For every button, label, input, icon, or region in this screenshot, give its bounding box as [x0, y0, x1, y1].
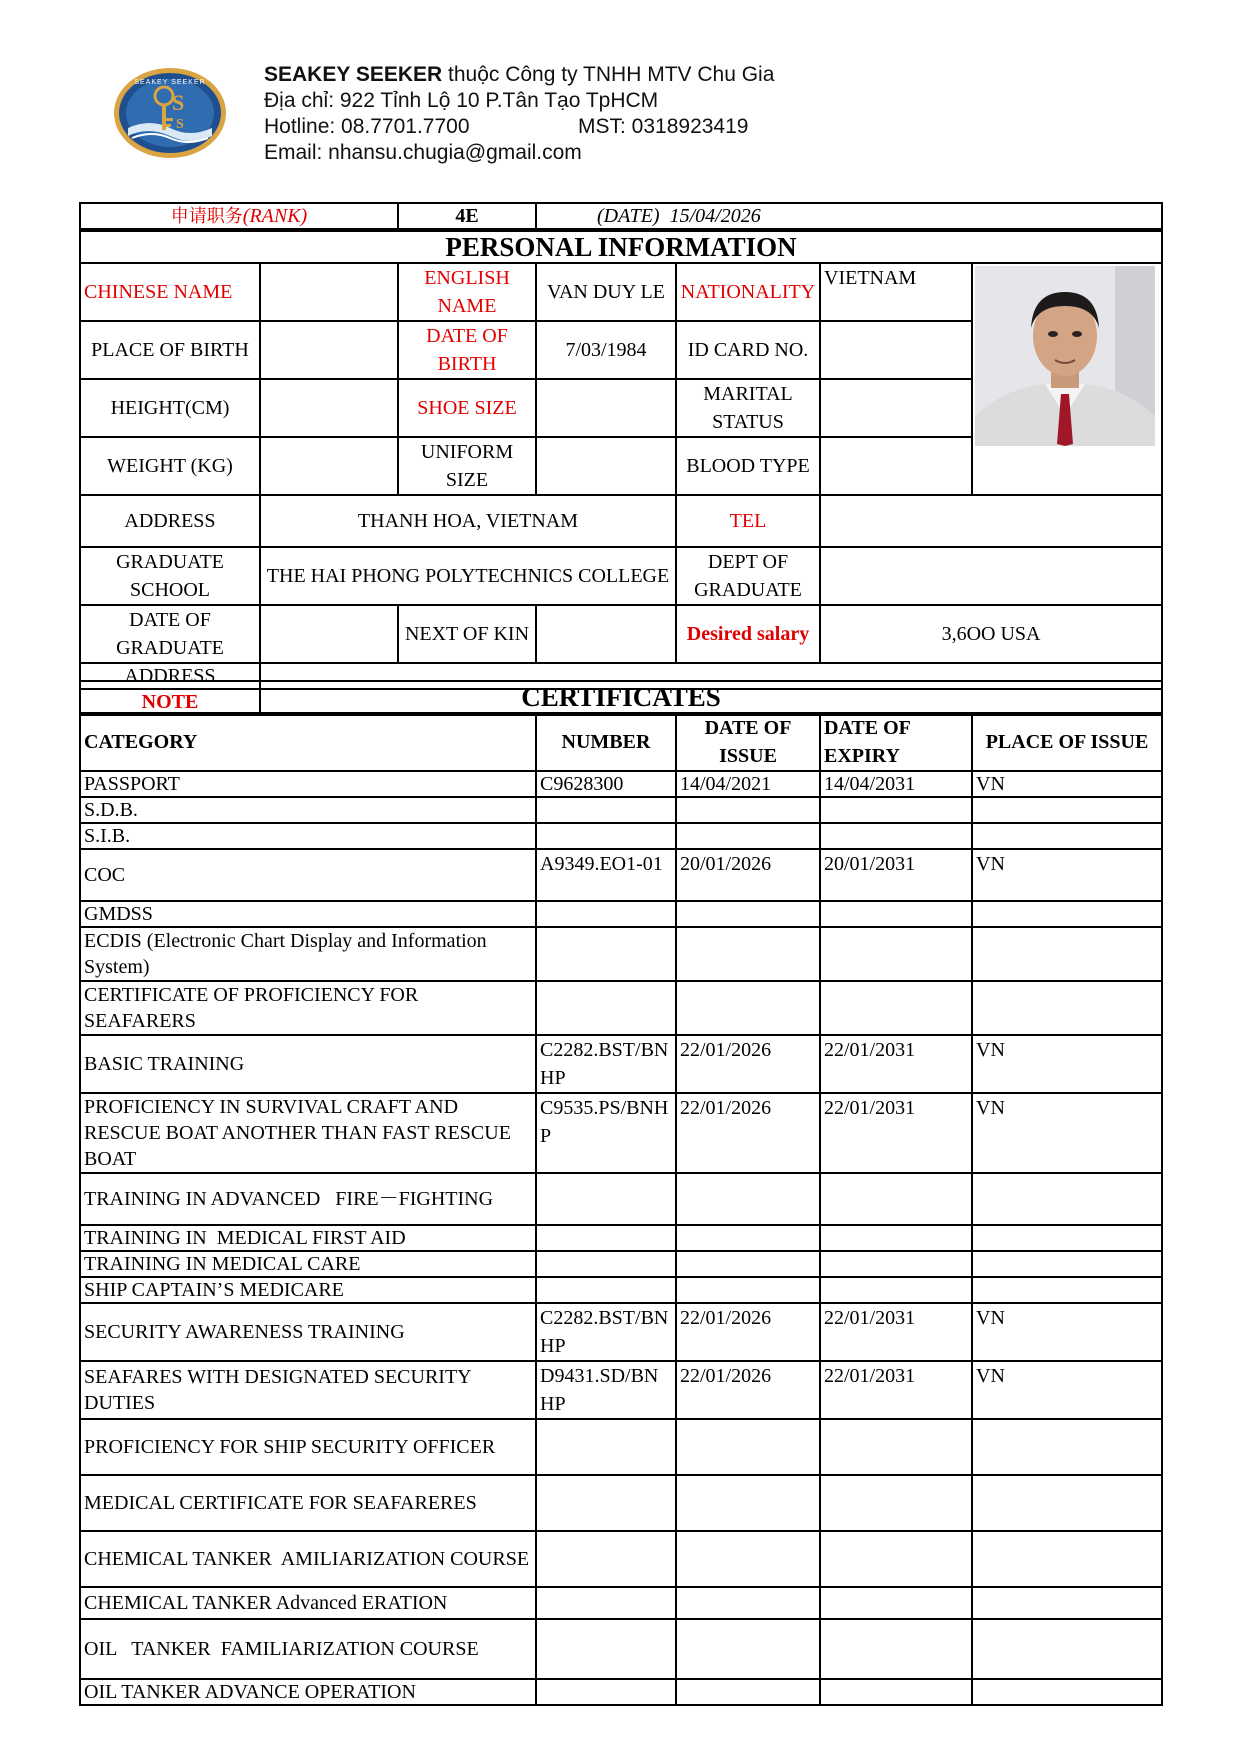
- cert-category: CHEMICAL TANKER Advanced ERATION: [80, 1587, 536, 1619]
- place-of-birth-label: PLACE OF BIRTH: [80, 321, 260, 379]
- company-name-suffix: thuộc Công ty TNHH MTV Chu Gia: [442, 63, 775, 86]
- cert-expiry-date: [820, 1419, 972, 1475]
- cert-place: [972, 981, 1162, 1035]
- cert-category: S.I.B.: [80, 823, 536, 849]
- address-value: THANH HOA, VIETNAM: [260, 495, 676, 547]
- cert-expiry-date: [820, 927, 972, 981]
- cert-place: [972, 1225, 1162, 1251]
- marital-status-label: MARITAL STATUS: [676, 379, 820, 437]
- cert-place: VN: [972, 1093, 1162, 1173]
- cert-number: [536, 1475, 676, 1531]
- rank-label-cn: 申请职务: [170, 205, 243, 227]
- cert-issue-date: 22/01/2026: [676, 1093, 820, 1173]
- cert-number: C9628300: [536, 771, 676, 797]
- cert-expiry-date: 22/01/2031: [820, 1303, 972, 1361]
- cert-issue-date: [676, 1419, 820, 1475]
- cert-issue-date: 22/01/2026: [676, 1361, 820, 1419]
- cert-number: [536, 1419, 676, 1475]
- cert-issue-date: [676, 1619, 820, 1679]
- cert-number: C2282.BST/BNHP: [536, 1035, 676, 1093]
- cert-category: MEDICAL CERTIFICATE FOR SEAFARERES: [80, 1475, 536, 1531]
- rank-label: [80, 203, 398, 229]
- chinese-name-value: [260, 263, 398, 321]
- date-field: [536, 203, 1162, 229]
- cert-number: [536, 1619, 676, 1679]
- cert-category: TRAINING IN MEDICAL CARE: [80, 1251, 536, 1277]
- cert-place: [972, 1531, 1162, 1587]
- uniform-size-value: [536, 437, 676, 495]
- cert-category: OIL TANKER ADVANCE OPERATION: [80, 1679, 536, 1705]
- cert-category: SEAFARES WITH DESIGNATED SECURITY DUTIES: [80, 1361, 536, 1419]
- cert-issue-date: [676, 1531, 820, 1587]
- shoe-size-value: [536, 379, 676, 437]
- next-of-kin-label: NEXT OF KIN: [398, 605, 536, 663]
- cert-category: SECURITY AWARENESS TRAINING: [80, 1303, 536, 1361]
- cert-row: [80, 849, 1162, 901]
- cert-issue-date: 20/01/2026: [676, 849, 820, 901]
- graduate-school-label: GRADUATE SCHOOL: [80, 547, 260, 605]
- svg-text:S: S: [172, 90, 185, 115]
- dept-of-graduate-value: [820, 547, 1162, 605]
- nationality-label: NATIONALITY: [676, 263, 820, 321]
- address-label: ADDRESS: [80, 495, 260, 547]
- shoe-size-label: SHOE SIZE: [398, 379, 536, 437]
- place-of-birth-value: [260, 321, 398, 379]
- cert-number: [536, 981, 676, 1035]
- cert-category: ECDIS (Electronic Chart Display and Information System): [80, 927, 536, 981]
- cert-place: [972, 1251, 1162, 1277]
- company-hotline: Hotline: 08.7701.7700: [264, 115, 470, 138]
- cert-expiry-date: [820, 823, 972, 849]
- rank-label-en: (RANK): [242, 204, 308, 227]
- cert-issue-date: 22/01/2026: [676, 1035, 820, 1093]
- cert-issue-date: [676, 1225, 820, 1251]
- blood-type-label: BLOOD TYPE: [676, 437, 820, 495]
- cert-row: [80, 1277, 1162, 1303]
- cert-expiry-date: [820, 1531, 972, 1587]
- cert-expiry-date: [820, 1587, 972, 1619]
- cert-category: CHEMICAL TANKER AMILIARIZATION COURSE: [80, 1531, 536, 1587]
- date-of-birth-value: 7/03/1984: [536, 321, 676, 379]
- cert-category: PROFICIENCY FOR SHIP SECURITY OFFICER: [80, 1419, 536, 1475]
- applicant-photo: [975, 266, 1155, 446]
- cert-row: [80, 1173, 1162, 1225]
- cert-number: C2282.BST/BNHP: [536, 1303, 676, 1361]
- height-label: HEIGHT(CM): [80, 379, 260, 437]
- cert-category: CERTIFICATE OF PROFICIENCY FOR SEAFARERS: [80, 981, 536, 1035]
- cert-expiry-date: [820, 1251, 972, 1277]
- cert-place: [972, 1679, 1162, 1705]
- logo-text: SEAKEY SEEKER: [134, 79, 206, 86]
- cert-place: [972, 797, 1162, 823]
- date-of-graduate-label: DATE OF GRADUATE: [80, 605, 260, 663]
- photo-cell: [972, 263, 1162, 495]
- date-value: 15/04/2026: [669, 205, 761, 227]
- uniform-size-label: UNIFORM SIZE: [398, 437, 536, 495]
- english-name-label: ENGLISH NAME: [398, 263, 536, 321]
- cert-category: OIL TANKER FAMILIARIZATION COURSE: [80, 1619, 536, 1679]
- cert-category: TRAINING IN MEDICAL FIRST AID: [80, 1225, 536, 1251]
- cert-expiry-date: 20/01/2031: [820, 849, 972, 901]
- graduate-school-value: THE HAI PHONG POLYTECHNICS COLLEGE: [260, 547, 676, 605]
- marital-status-value: [820, 379, 972, 437]
- cert-row: [80, 1035, 1162, 1093]
- cert-category: TRAINING IN ADVANCED FIRE－FIGHTING: [80, 1173, 536, 1225]
- weight-value: [260, 437, 398, 495]
- cert-row: [80, 1531, 1162, 1587]
- cert-place: [972, 823, 1162, 849]
- cert-category: S.D.B.: [80, 797, 536, 823]
- cert-row: [80, 771, 1162, 797]
- height-value: [260, 379, 398, 437]
- date-of-birth-label: DATE OF BIRTH: [398, 321, 536, 379]
- cert-row: [80, 823, 1162, 849]
- chinese-name-label: CHINESE NAME: [80, 263, 260, 321]
- next-of-kin-value: [536, 605, 676, 663]
- rank-value: 4E: [398, 203, 536, 229]
- address2-label: ADDRESS: [80, 663, 260, 689]
- cert-place: [972, 901, 1162, 927]
- company-name: SEAKEY SEEKER: [264, 63, 443, 86]
- cert-issue-date: [676, 981, 820, 1035]
- cert-category: GMDSS: [80, 901, 536, 927]
- cert-expiry-date: [820, 901, 972, 927]
- cert-row: [80, 1679, 1162, 1705]
- cert-place: [972, 1587, 1162, 1619]
- cert-issue-date: 22/01/2026: [676, 1303, 820, 1361]
- cert-place: [972, 1277, 1162, 1303]
- cert-place: [972, 1419, 1162, 1475]
- cert-issue-date: [676, 797, 820, 823]
- cert-number: [536, 1531, 676, 1587]
- cert-number: A9349.EO1-01: [536, 849, 676, 901]
- cert-row: [80, 1093, 1162, 1173]
- company-mst: MST: 0318923419: [578, 115, 749, 138]
- cert-row: [80, 1475, 1162, 1531]
- weight-label: WEIGHT (KG): [80, 437, 260, 495]
- cert-issue-date: [676, 901, 820, 927]
- personal-info-table: [79, 230, 1163, 716]
- cert-number: [536, 1277, 676, 1303]
- cert-issue-date: [676, 823, 820, 849]
- dept-of-graduate-label: DEPT OF GRADUATE: [676, 547, 820, 605]
- certificates-table: [79, 680, 1163, 1706]
- cert-issue-date: [676, 927, 820, 981]
- company-logo: [112, 66, 228, 160]
- tel-value: [820, 495, 1162, 547]
- cert-expiry-date: [820, 1173, 972, 1225]
- desired-salary-value: 3,6OO USA: [820, 605, 1162, 663]
- company-header: [112, 60, 1112, 180]
- cert-number: [536, 1679, 676, 1705]
- cert-expiry-date: 22/01/2031: [820, 1035, 972, 1093]
- cert-row: [80, 1587, 1162, 1619]
- blood-type-value: [820, 437, 972, 495]
- cert-place: [972, 1475, 1162, 1531]
- cert-category: SHIP CAPTAIN’S MEDICARE: [80, 1277, 536, 1303]
- cert-place: VN: [972, 1303, 1162, 1361]
- cert-place: VN: [972, 771, 1162, 797]
- cert-place: [972, 1173, 1162, 1225]
- cert-number: [536, 797, 676, 823]
- cert-row: [80, 1251, 1162, 1277]
- tel-label: TEL: [676, 495, 820, 547]
- cert-place: [972, 927, 1162, 981]
- cert-issue-date: [676, 1173, 820, 1225]
- cert-row: [80, 1619, 1162, 1679]
- cert-expiry-date: [820, 981, 972, 1035]
- company-info: [264, 62, 774, 166]
- company-email: Email: nhansu.chugia@gmail.com: [264, 141, 582, 164]
- cert-number: [536, 1251, 676, 1277]
- cert-number: [536, 1587, 676, 1619]
- cert-row: [80, 1303, 1162, 1361]
- cert-expiry-date: [820, 1619, 972, 1679]
- cert-issue-date: [676, 1251, 820, 1277]
- cert-expiry-date: 22/01/2031: [820, 1361, 972, 1419]
- cert-row: [80, 901, 1162, 927]
- cert-issue-date: [676, 1679, 820, 1705]
- cert-row: [80, 797, 1162, 823]
- cert-number: [536, 823, 676, 849]
- cert-expiry-date: [820, 1225, 972, 1251]
- cert-category: PROFICIENCY IN SURVIVAL CRAFT AND RESCUE BOAT ANOTHER THAN FAST RESCUE BOAT: [80, 1093, 536, 1173]
- desired-salary-label: Desired salary: [676, 605, 820, 663]
- cert-row: [80, 1225, 1162, 1251]
- cert-number: [536, 1225, 676, 1251]
- cert-place: VN: [972, 1361, 1162, 1419]
- cert-place: [972, 1619, 1162, 1679]
- cert-issue-date: [676, 1475, 820, 1531]
- cert-number: D9431.SD/BNHP: [536, 1361, 676, 1419]
- header-number: NUMBER: [536, 713, 676, 771]
- cert-issue-date: [676, 1277, 820, 1303]
- certificates-title: CERTIFICATES: [80, 681, 1162, 713]
- cert-expiry-date: 14/04/2031: [820, 771, 972, 797]
- cert-issue-date: 14/04/2021: [676, 771, 820, 797]
- cert-number: [536, 901, 676, 927]
- english-name-value: VAN DUY LE: [536, 263, 676, 321]
- cert-row: [80, 927, 1162, 981]
- nationality-value: VIETNAM: [820, 263, 972, 321]
- cert-expiry-date: [820, 797, 972, 823]
- cert-expiry-date: [820, 1277, 972, 1303]
- personal-info-title: PERSONAL INFORMATION: [80, 231, 1162, 263]
- cert-issue-date: [676, 1587, 820, 1619]
- rank-date-table: [79, 202, 1163, 230]
- cert-category: PASSPORT: [80, 771, 536, 797]
- cert-expiry-date: [820, 1679, 972, 1705]
- date-of-graduate-value: [260, 605, 398, 663]
- cert-number: [536, 927, 676, 981]
- note-label: NOTE: [80, 689, 260, 715]
- header-category: CATEGORY: [80, 713, 536, 771]
- cert-row: [80, 1419, 1162, 1475]
- cert-expiry-date: [820, 1475, 972, 1531]
- date-label: (DATE): [597, 205, 660, 227]
- header-date-of-issue: DATE OF ISSUE: [676, 713, 820, 771]
- cert-number: C9535.PS/BNHP: [536, 1093, 676, 1173]
- header-place-of-issue: PLACE OF ISSUE: [972, 713, 1162, 771]
- id-card-value: [820, 321, 972, 379]
- id-card-label: ID CARD NO.: [676, 321, 820, 379]
- cert-row: [80, 1361, 1162, 1419]
- cert-row: [80, 981, 1162, 1035]
- cert-category: COC: [80, 849, 536, 901]
- cert-place: VN: [972, 1035, 1162, 1093]
- cert-place: VN: [972, 849, 1162, 901]
- svg-text:S: S: [176, 117, 184, 132]
- cert-expiry-date: 22/01/2031: [820, 1093, 972, 1173]
- header-date-of-expiry: DATE OF EXPIRY: [820, 713, 972, 771]
- cert-number: [536, 1173, 676, 1225]
- cert-category: BASIC TRAINING: [80, 1035, 536, 1093]
- company-address: Địa chỉ: 922 Tỉnh Lộ 10 P.Tân Tạo TpHCM: [264, 89, 659, 112]
